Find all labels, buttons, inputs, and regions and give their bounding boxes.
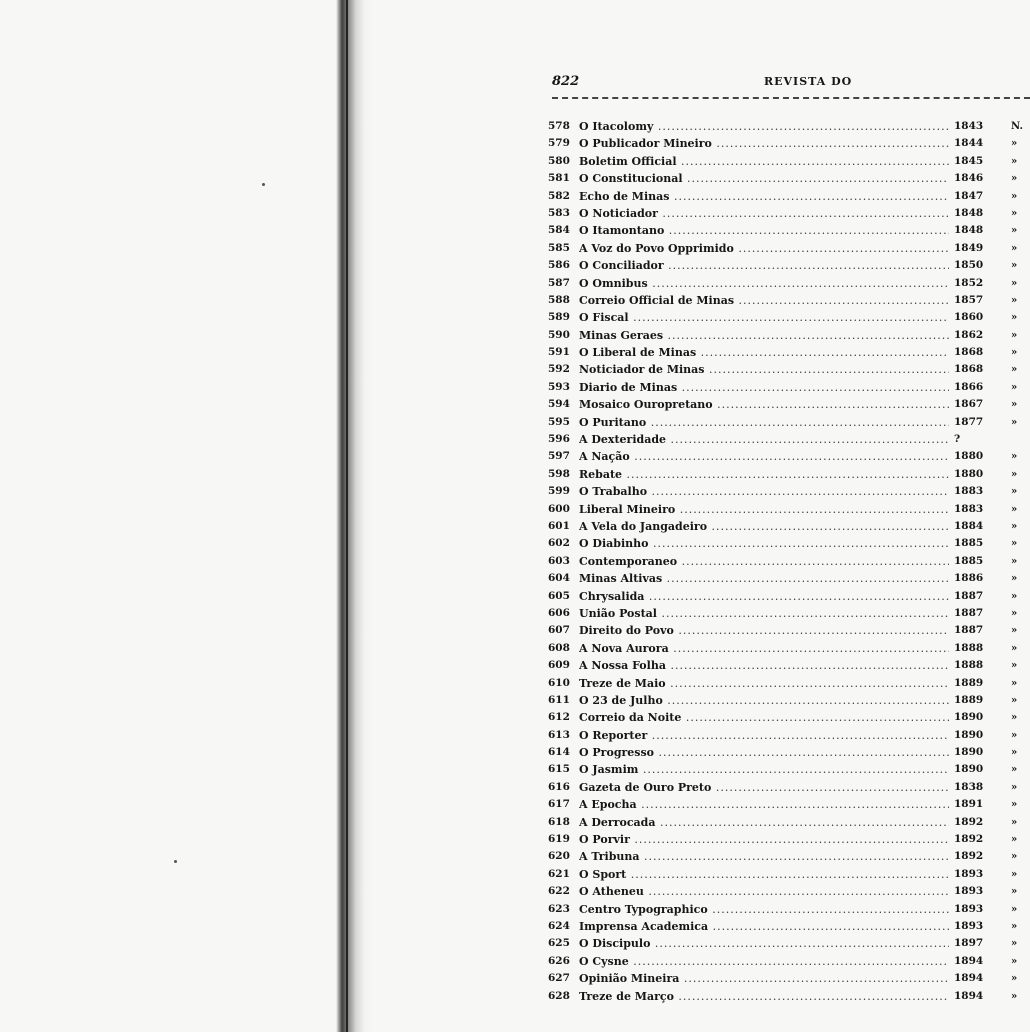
entry-title: O Progresso .....	[579, 744, 949, 761]
entry-number: 617	[548, 798, 570, 811]
entry-year: 1889	[954, 693, 984, 706]
entry-title: Liberal Mineiro .....	[579, 501, 949, 518]
entry-mark: »	[1011, 712, 1018, 724]
list-item	[548, 518, 1030, 535]
entry-year: 1845	[954, 154, 984, 167]
entry-mark: »	[1011, 329, 1018, 341]
entry-year: 1887	[954, 606, 984, 619]
entry-title: Treze de Março .....	[579, 988, 949, 1005]
entry-year: 1866	[954, 380, 984, 393]
entry-year: 1887	[954, 624, 984, 637]
entry-title: A Vela do Jangadeiro .....	[579, 518, 949, 535]
list-item	[548, 222, 1030, 239]
page-fold-line	[346, 0, 348, 1032]
entry-title: O Itacolomy .....	[579, 118, 949, 135]
entry-title: Direito do Povo .....	[579, 622, 949, 639]
entry-year: 1885	[954, 554, 984, 567]
entry-mark: »	[1011, 503, 1018, 515]
entry-year: 1888	[954, 659, 984, 672]
entry-title: Opinião Mineira .....	[579, 970, 949, 987]
list-item	[548, 848, 1030, 865]
entry-mark: »	[1011, 190, 1018, 202]
entry-title: O Diabinho .....	[579, 535, 949, 552]
entry-mark: »	[1011, 138, 1018, 150]
entry-number: 580	[548, 154, 570, 167]
entry-mark: »	[1011, 242, 1018, 254]
entry-title: O Omnibus .....	[579, 275, 949, 292]
entry-number: 616	[548, 780, 570, 793]
entry-mark: »	[1011, 729, 1018, 741]
entry-number: 614	[548, 746, 570, 759]
list-item	[548, 188, 1030, 205]
list-item	[548, 118, 1030, 135]
list-item	[548, 675, 1030, 692]
entry-number: 621	[548, 867, 570, 880]
entry-number: 603	[548, 554, 570, 567]
entry-year: 1886	[954, 572, 984, 585]
entry-year: 1883	[954, 502, 984, 515]
list-item	[548, 292, 1030, 309]
list-item	[548, 570, 1030, 587]
entry-title: O Constitucional .....	[579, 170, 949, 187]
entry-number: 586	[548, 259, 570, 272]
entry-number: 627	[548, 972, 570, 985]
entry-title: O Atheneu .....	[579, 883, 949, 900]
list-item	[548, 831, 1030, 848]
entry-number: 600	[548, 502, 570, 515]
header-rule	[552, 97, 1030, 99]
list-item	[548, 779, 1030, 796]
entry-title: Diario de Minas .....	[579, 379, 949, 396]
entry-year: 1888	[954, 641, 984, 654]
entry-mark: »	[1011, 538, 1018, 550]
entry-number: 611	[548, 693, 570, 706]
entry-title: Imprensa Academica .....	[579, 918, 949, 935]
entry-number: 590	[548, 328, 570, 341]
entry-number: 612	[548, 711, 570, 724]
page-gutter-shadow	[336, 0, 374, 1032]
entry-year: 1894	[954, 954, 984, 967]
entry-mark: »	[1011, 816, 1018, 828]
entry-title: A Voz do Povo Opprimido .....	[579, 240, 949, 257]
entry-number: 628	[548, 989, 570, 1002]
entry-mark: »	[1011, 155, 1018, 167]
entry-title: A Nação .....	[579, 448, 949, 465]
entry-year: 1897	[954, 937, 984, 950]
entry-year: 1890	[954, 711, 984, 724]
entry-mark: »	[1011, 920, 1018, 932]
entry-mark: »	[1011, 573, 1018, 585]
entry-year: 1848	[954, 206, 984, 219]
list-item	[548, 448, 1030, 465]
list-item	[548, 935, 1030, 952]
scan-speck	[262, 183, 265, 186]
entry-year: 1844	[954, 137, 984, 150]
list-item	[548, 709, 1030, 726]
entry-mark: »	[1011, 625, 1018, 637]
list-item	[548, 379, 1030, 396]
entry-title: União Postal .....	[579, 605, 949, 622]
list-item	[548, 396, 1030, 413]
entry-mark: »	[1011, 903, 1018, 915]
entry-title: Centro Typographico .....	[579, 901, 949, 918]
entry-year: 1889	[954, 676, 984, 689]
entry-mark: »	[1011, 990, 1018, 1002]
entry-mark: »	[1011, 694, 1018, 706]
list-item	[548, 483, 1030, 500]
entry-number: 584	[548, 224, 570, 237]
entry-mark: »	[1011, 207, 1018, 219]
entry-mark: »	[1011, 294, 1018, 306]
entry-year: 1847	[954, 189, 984, 202]
entry-title: O Trabalho .....	[579, 483, 949, 500]
entry-year: 1894	[954, 989, 984, 1002]
list-item	[548, 535, 1030, 552]
entry-year: 1868	[954, 346, 984, 359]
entry-title: A Tribuna .....	[579, 848, 949, 865]
entry-mark: »	[1011, 660, 1018, 672]
entry-mark: »	[1011, 642, 1018, 654]
entry-title: O 23 de Julho .....	[579, 692, 949, 709]
entry-mark: »	[1011, 312, 1018, 324]
entry-mark: »	[1011, 486, 1018, 498]
entry-mark: »	[1011, 677, 1018, 689]
running-title: REVISTA DO	[764, 75, 853, 88]
list-item	[548, 240, 1030, 257]
entry-number: 626	[548, 954, 570, 967]
entry-number: 619	[548, 833, 570, 846]
entry-number: 583	[548, 206, 570, 219]
entry-title: Correio Official de Minas .....	[579, 292, 949, 309]
list-item	[548, 466, 1030, 483]
list-item	[548, 431, 1030, 448]
entry-mark: »	[1011, 381, 1018, 393]
entry-year: 1880	[954, 450, 984, 463]
entry-year: 1846	[954, 172, 984, 185]
scan-speck	[174, 860, 177, 863]
entry-mark: »	[1011, 555, 1018, 567]
entry-year: ?	[954, 433, 961, 446]
entry-number: 591	[548, 346, 570, 359]
list-item	[548, 657, 1030, 674]
entry-title: Boletim Official .....	[579, 153, 949, 170]
entry-mark: »	[1011, 364, 1018, 376]
list-item	[548, 170, 1030, 187]
entry-number: 597	[548, 450, 570, 463]
entry-number: 602	[548, 537, 570, 550]
entry-title: Noticiador de Minas .....	[579, 361, 949, 378]
entry-number: 589	[548, 311, 570, 324]
entry-title: Echo de Minas .....	[579, 188, 949, 205]
entry-number: 623	[548, 902, 570, 915]
entry-title: O Cysne .....	[579, 953, 949, 970]
list-item	[548, 901, 1030, 918]
entry-number: 599	[548, 485, 570, 498]
entry-title: A Derrocada .....	[579, 814, 949, 831]
list-item	[548, 605, 1030, 622]
list-item	[548, 866, 1030, 883]
entry-number: 606	[548, 606, 570, 619]
entry-year: 1880	[954, 467, 984, 480]
list-item	[548, 622, 1030, 639]
entry-number: 608	[548, 641, 570, 654]
list-item	[548, 918, 1030, 935]
entry-mark: »	[1011, 225, 1018, 237]
entry-year: 1848	[954, 224, 984, 237]
list-item	[548, 727, 1030, 744]
entry-mark: »	[1011, 973, 1018, 985]
entry-number: 588	[548, 293, 570, 306]
entry-title: Contemporaneo .....	[579, 553, 949, 570]
entry-mark: »	[1011, 747, 1018, 759]
entry-mark: »	[1011, 886, 1018, 898]
entry-year: 1850	[954, 259, 984, 272]
entry-year: 1862	[954, 328, 984, 341]
entry-title: O Liberal de Minas .....	[579, 344, 949, 361]
entry-mark: »	[1011, 468, 1018, 480]
list-item	[548, 135, 1030, 152]
entry-title: O Itamontano .....	[579, 222, 949, 239]
entry-mark: »	[1011, 277, 1018, 289]
entry-mark: »	[1011, 590, 1018, 602]
entry-title: Minas Altivas .....	[579, 570, 949, 587]
entry-title: A Nossa Folha .....	[579, 657, 949, 674]
entry-year: 1860	[954, 311, 984, 324]
entry-year: 1892	[954, 833, 984, 846]
entry-year: 1890	[954, 728, 984, 741]
entry-year: 1891	[954, 798, 984, 811]
entry-title: O Fiscal .....	[579, 309, 949, 326]
list-item	[548, 640, 1030, 657]
entry-year: 1892	[954, 850, 984, 863]
entry-number: 625	[548, 937, 570, 950]
entry-year: 1892	[954, 815, 984, 828]
entry-title: O Sport .....	[579, 866, 949, 883]
list-item	[548, 692, 1030, 709]
entry-mark: »	[1011, 607, 1018, 619]
entry-number: 622	[548, 885, 570, 898]
list-item	[548, 814, 1030, 831]
entry-title: O Conciliador .....	[579, 257, 949, 274]
entry-title: Treze de Maio .....	[579, 675, 949, 692]
entry-year: 1894	[954, 972, 984, 985]
entry-mark: »	[1011, 799, 1018, 811]
entry-year: 1857	[954, 293, 984, 306]
running-header	[552, 74, 1030, 96]
entry-title: A Nova Aurora .....	[579, 640, 949, 657]
entry-title: O Reporter .....	[579, 727, 949, 744]
entry-number: 579	[548, 137, 570, 150]
entry-mark: »	[1011, 834, 1018, 846]
list-item	[548, 275, 1030, 292]
list-item	[548, 553, 1030, 570]
entry-mark: »	[1011, 451, 1018, 463]
entry-year: 1893	[954, 902, 984, 915]
list-item	[548, 988, 1030, 1005]
entry-number: 585	[548, 241, 570, 254]
entry-year: 1885	[954, 537, 984, 550]
entry-number: 593	[548, 380, 570, 393]
list-item	[548, 257, 1030, 274]
entry-title: O Noticiador .....	[579, 205, 949, 222]
entry-year: 1867	[954, 398, 984, 411]
entry-title: O Publicador Mineiro .....	[579, 135, 949, 152]
entry-year: 1838	[954, 780, 984, 793]
entry-title: O Puritano .....	[579, 414, 949, 431]
list-item	[548, 796, 1030, 813]
entry-year: 1893	[954, 885, 984, 898]
entry-number: 618	[548, 815, 570, 828]
list-item	[548, 344, 1030, 361]
list-item	[548, 309, 1030, 326]
entry-title: Gazeta de Ouro Preto .....	[579, 779, 949, 796]
list-item	[548, 588, 1030, 605]
entry-title: Rebate .....	[579, 466, 949, 483]
entry-year: 1890	[954, 746, 984, 759]
entry-number: 605	[548, 589, 570, 602]
entry-mark: »	[1011, 399, 1018, 411]
entry-title: Minas Geraes .....	[579, 327, 949, 344]
entry-year: 1877	[954, 415, 984, 428]
entry-title: Correio da Noite .....	[579, 709, 949, 726]
entry-mark: »	[1011, 416, 1018, 428]
page-number: 822	[552, 74, 580, 89]
entry-year: 1893	[954, 867, 984, 880]
entry-number: 582	[548, 189, 570, 202]
list-item	[548, 761, 1030, 778]
entry-year: 1883	[954, 485, 984, 498]
entry-mark: »	[1011, 868, 1018, 880]
entry-number: 578	[548, 120, 570, 132]
entry-title: Mosaico Ouropretano .....	[579, 396, 949, 413]
entry-title: Chrysalida .....	[579, 588, 949, 605]
entry-number: 610	[548, 676, 570, 689]
entry-mark: »	[1011, 764, 1018, 776]
entry-title: O Porvir .....	[579, 831, 949, 848]
list-item	[548, 205, 1030, 222]
list-item	[548, 501, 1030, 518]
entry-year: 1887	[954, 589, 984, 602]
entry-mark: »	[1011, 347, 1018, 359]
entry-number: 609	[548, 659, 570, 672]
list-item	[548, 414, 1030, 431]
entry-mark: N.	[1011, 121, 1023, 132]
entry-number: 592	[548, 363, 570, 376]
entry-number: 615	[548, 763, 570, 776]
entry-number: 613	[548, 728, 570, 741]
entry-year: 1893	[954, 919, 984, 932]
entry-mark: »	[1011, 781, 1018, 793]
entry-number: 604	[548, 572, 570, 585]
entry-number: 595	[548, 415, 570, 428]
entry-mark: »	[1011, 260, 1018, 272]
entry-title: A Dexteridade .....	[579, 431, 949, 448]
entry-mark: »	[1011, 938, 1018, 950]
entry-mark: »	[1011, 173, 1018, 185]
entry-number: 587	[548, 276, 570, 289]
list-item	[548, 970, 1030, 987]
list-item	[548, 153, 1030, 170]
list-item	[548, 953, 1030, 970]
entry-year: 1852	[954, 276, 984, 289]
entry-year: 1868	[954, 363, 984, 376]
entry-year: 1843	[954, 120, 984, 132]
periodicals-list	[548, 118, 1030, 1005]
entry-number: 624	[548, 919, 570, 932]
entry-mark: »	[1011, 520, 1018, 532]
entry-title: A Epocha .....	[579, 796, 949, 813]
entry-title: O Jasmim .....	[579, 761, 949, 778]
entry-year: 1884	[954, 519, 984, 532]
list-item	[548, 361, 1030, 378]
list-item	[548, 744, 1030, 761]
entry-number: 601	[548, 519, 570, 532]
list-item	[548, 883, 1030, 900]
entry-year: 1890	[954, 763, 984, 776]
list-item	[548, 327, 1030, 344]
entry-number: 607	[548, 624, 570, 637]
entry-mark: »	[1011, 955, 1018, 967]
entry-number: 596	[548, 433, 570, 446]
entry-year: 1849	[954, 241, 984, 254]
entry-number: 598	[548, 467, 570, 480]
entry-number: 620	[548, 850, 570, 863]
entry-mark: »	[1011, 851, 1018, 863]
entry-number: 581	[548, 172, 570, 185]
entry-title: O Discipulo .....	[579, 935, 949, 952]
entry-number: 594	[548, 398, 570, 411]
